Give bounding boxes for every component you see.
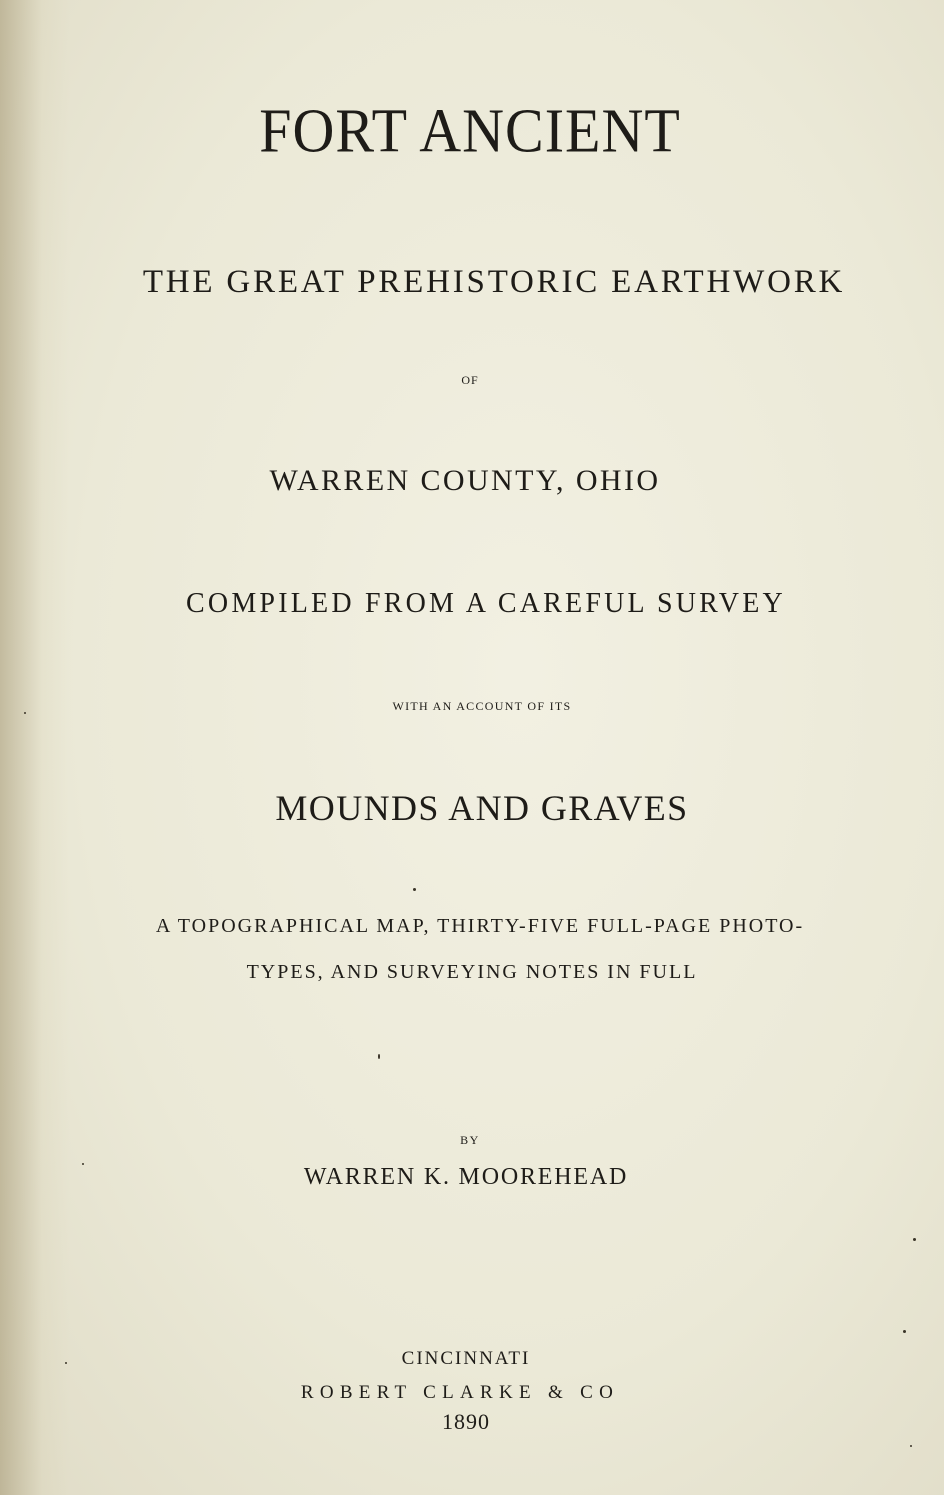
book-title: FORT ANCIENT <box>259 95 681 166</box>
location: WARREN COUNTY, OHIO <box>269 464 661 497</box>
spine-shadow <box>0 0 70 1495</box>
account-connector: WITH AN ACCOUNT OF ITS <box>392 699 572 713</box>
publication-year: 1890 <box>442 1409 490 1434</box>
paper-speck <box>913 1238 916 1241</box>
paper-speck <box>24 712 26 714</box>
paper-speck <box>413 888 416 891</box>
description-line-1: A TOPOGRAPHICAL MAP, THIRTY-FIVE FULL-PAGE PHOTO- <box>155 915 805 937</box>
paper-speck <box>903 1330 906 1333</box>
description-line-2: TYPES, AND SURVEYING NOTES IN FULL <box>246 961 698 983</box>
author-name: WARREN K. MOOREHEAD <box>303 1164 629 1190</box>
compiled-note: COMPILED FROM A CAREFUL SURVEY <box>186 588 786 619</box>
paper-speck <box>378 1054 380 1059</box>
of-connector: OF <box>461 373 479 387</box>
publisher-city: CINCINNATI <box>401 1348 531 1369</box>
publisher-name: ROBERT CLARKE & CO <box>300 1382 620 1403</box>
paper-speck <box>82 1163 84 1165</box>
book-subtitle: THE GREAT PREHISTORIC EARTHWORK <box>142 264 846 300</box>
mounds-heading: MOUNDS AND GRAVES <box>275 788 689 828</box>
by-connector: BY <box>460 1133 480 1147</box>
paper-speck <box>65 1362 67 1364</box>
paper-speck <box>910 1445 912 1447</box>
